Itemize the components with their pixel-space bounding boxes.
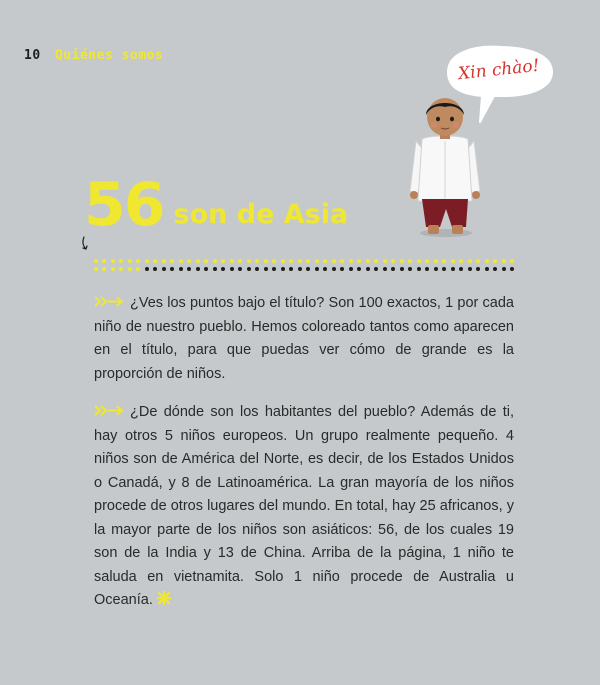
dot-highlighted	[417, 259, 421, 263]
dot-highlighted	[128, 267, 132, 271]
dot	[187, 267, 191, 271]
dot-grid	[94, 259, 514, 273]
greeting-text: Xin chào!	[457, 55, 541, 85]
dot-highlighted	[153, 259, 157, 263]
dot	[425, 267, 429, 271]
dot	[238, 267, 242, 271]
dot-highlighted	[340, 259, 344, 263]
dot	[485, 267, 489, 271]
title-number: 56	[84, 170, 164, 240]
dot-highlighted	[510, 259, 514, 263]
dot-highlighted	[442, 259, 446, 263]
dot	[247, 267, 251, 271]
corner-arrow-icon	[80, 236, 92, 252]
dot-highlighted	[400, 259, 404, 263]
dot	[451, 267, 455, 271]
dot-highlighted	[128, 259, 132, 263]
dot	[306, 267, 310, 271]
dot-highlighted	[332, 259, 336, 263]
section-name: Quiénes somos	[54, 48, 164, 63]
dot-highlighted	[111, 259, 115, 263]
dot	[510, 267, 514, 271]
dot-highlighted	[485, 259, 489, 263]
dot-highlighted	[247, 259, 251, 263]
dot-highlighted	[315, 259, 319, 263]
dot	[170, 267, 174, 271]
dot-highlighted	[162, 259, 166, 263]
dot-highlighted	[306, 259, 310, 263]
dot-highlighted	[221, 259, 225, 263]
dot-highlighted	[94, 267, 98, 271]
dot-highlighted	[119, 267, 123, 271]
dot	[502, 267, 506, 271]
dot-highlighted	[136, 259, 140, 263]
dot	[332, 267, 336, 271]
dot	[459, 267, 463, 271]
dot	[476, 267, 480, 271]
dot-highlighted	[238, 259, 242, 263]
double-arrow-icon	[94, 296, 128, 307]
dot-highlighted	[255, 259, 259, 263]
dot	[255, 267, 259, 271]
dot	[145, 267, 149, 271]
dot-highlighted	[502, 259, 506, 263]
dot-highlighted	[289, 259, 293, 263]
dot	[196, 267, 200, 271]
dot	[374, 267, 378, 271]
dot	[230, 267, 234, 271]
dot-highlighted	[94, 259, 98, 263]
dot-highlighted	[476, 259, 480, 263]
dot	[179, 267, 183, 271]
dot-highlighted	[434, 259, 438, 263]
double-arrow-icon	[94, 405, 128, 416]
dot	[213, 267, 217, 271]
dot	[357, 267, 361, 271]
dot-highlighted	[179, 259, 183, 263]
dot-highlighted	[119, 259, 123, 263]
dot-highlighted	[493, 259, 497, 263]
dot-highlighted	[170, 259, 174, 263]
dot	[221, 267, 225, 271]
dot	[434, 267, 438, 271]
dot	[340, 267, 344, 271]
dot-highlighted	[323, 259, 327, 263]
dot-highlighted	[145, 259, 149, 263]
dot	[281, 267, 285, 271]
dot	[468, 267, 472, 271]
dot	[264, 267, 268, 271]
dot	[417, 267, 421, 271]
dot-highlighted	[111, 267, 115, 271]
dot-highlighted	[204, 259, 208, 263]
dot	[323, 267, 327, 271]
dot-highlighted	[425, 259, 429, 263]
dot-highlighted	[230, 259, 234, 263]
dot-highlighted	[272, 259, 276, 263]
dot	[349, 267, 353, 271]
dot-highlighted	[408, 259, 412, 263]
dot-highlighted	[357, 259, 361, 263]
dot-highlighted	[383, 259, 387, 263]
dot-highlighted	[281, 259, 285, 263]
dot-highlighted	[451, 259, 455, 263]
dot-highlighted	[264, 259, 268, 263]
page-header	[24, 48, 163, 63]
title-row	[84, 170, 348, 250]
paragraph-2	[94, 401, 514, 613]
dot	[289, 267, 293, 271]
dot-highlighted	[459, 259, 463, 263]
dot	[408, 267, 412, 271]
dot	[272, 267, 276, 271]
dot	[162, 267, 166, 271]
title-text: son de Asia	[173, 199, 349, 230]
dot-highlighted	[391, 259, 395, 263]
dot-highlighted	[468, 259, 472, 263]
dot	[383, 267, 387, 271]
dot	[493, 267, 497, 271]
paragraph-2-text: ¿De dónde son los habitantes del pueblo? Además de ti, hay otros 5 niños europeos. Un grupo realmente pequeño. 4 niños son de América del Norte, es decir, de los Estados Unidos o Canadá, y 8 de Latinoamérica. La gran mayoría de los niños procede de otros lugares del mundo. En total, hay 25 africanos, y la mayor parte de los niños son asiáticos: 56, de los cuales 19 son de la India y 13 de China. Arriba de la página, 1 niño te saluda en vietnamita. Solo 1 niño procede de Australia u Oceanía.	[94, 404, 514, 608]
dot	[391, 267, 395, 271]
dot	[315, 267, 319, 271]
dot	[442, 267, 446, 271]
dot	[204, 267, 208, 271]
dot-highlighted	[136, 267, 140, 271]
dot	[298, 267, 302, 271]
dot-highlighted	[366, 259, 370, 263]
dot-highlighted	[102, 259, 106, 263]
dot	[366, 267, 370, 271]
asterisk-icon	[157, 591, 171, 605]
dot-highlighted	[187, 259, 191, 263]
dot-highlighted	[102, 267, 106, 271]
paragraph-1	[94, 292, 514, 386]
dot-highlighted	[298, 259, 302, 263]
page-number: 10	[24, 48, 41, 63]
dot-highlighted	[349, 259, 353, 263]
dot	[153, 267, 157, 271]
dot-highlighted	[213, 259, 217, 263]
vietnamese-child-illustration-icon	[400, 95, 490, 240]
dot-highlighted	[196, 259, 200, 263]
paragraph-1-text: ¿Ves los puntos bajo el título? Son 100 exactos, 1 por cada niño de nuestro pueblo. Hemos coloreado tantos como aparecen en el título, para que puedas ver cómo de grande es la proporción de niños.	[94, 295, 514, 382]
dot-highlighted	[374, 259, 378, 263]
dot	[400, 267, 404, 271]
